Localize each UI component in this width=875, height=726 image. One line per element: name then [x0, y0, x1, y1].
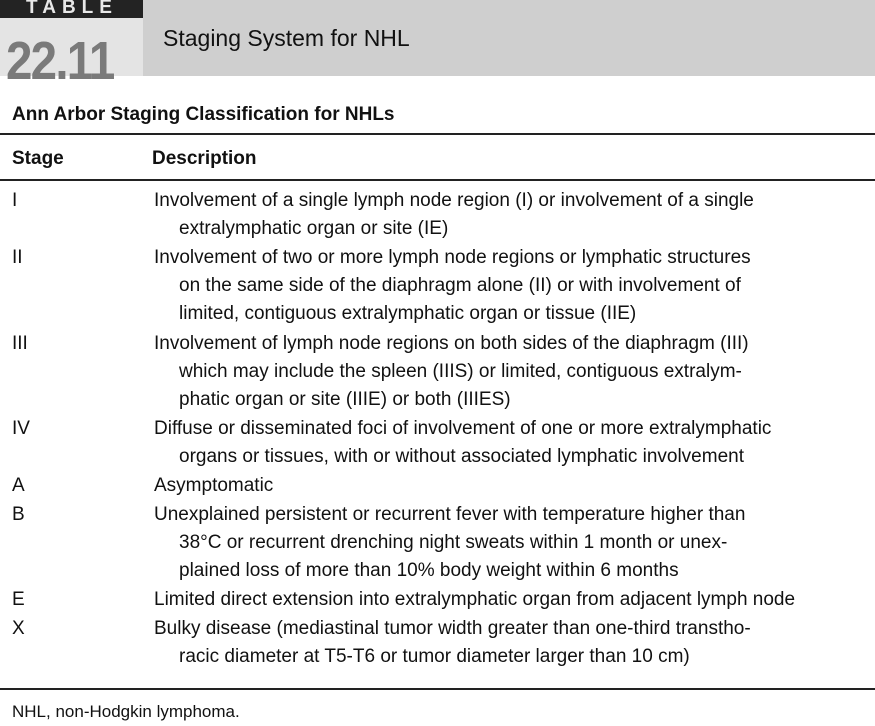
description-line: organs or tissues, with or without associated lymphatic involvement: [179, 446, 744, 467]
description-cell: [154, 415, 866, 471]
table-number-box: [0, 18, 143, 91]
stage-cell: I: [12, 190, 18, 211]
description-cell: [154, 472, 866, 500]
description-line: Asymptomatic: [154, 475, 274, 496]
stage-cell: IV: [12, 418, 30, 439]
description-cell: [154, 244, 866, 328]
description-cell: [154, 501, 866, 585]
description-line: Involvement of lymph node regions on both sides of the diaphragm (III): [154, 332, 749, 354]
description-cell: [154, 586, 866, 614]
page-title: Staging System for NHL: [163, 25, 410, 51]
table-number: 22.11: [6, 31, 114, 91]
description-line: Bulky disease (mediastinal tumor width greater than one-third transtho-: [154, 617, 751, 639]
stage-cell: E: [12, 589, 25, 610]
footnote: NHL, non-Hodgkin lymphoma.: [12, 702, 240, 721]
description-line: limited, contiguous extralymphatic organ or tissue (IIE): [179, 303, 637, 324]
stage-cell: A: [12, 475, 25, 496]
description-cell: [154, 330, 866, 414]
stage-cell: II: [12, 247, 23, 268]
stage-cell: III: [12, 332, 28, 354]
stage-cell: B: [12, 503, 25, 525]
table-header: [0, 0, 875, 91]
description-cell: [154, 615, 866, 671]
column-header-stage: Stage: [12, 148, 64, 169]
description-line: plained loss of more than 10% body weight within 6 months: [179, 559, 679, 581]
description-cell: [154, 187, 866, 243]
description-line: extralymphatic organ or site (IE): [179, 218, 449, 239]
column-header-description: Description: [152, 148, 257, 169]
description-line: phatic organ or site (IIIE) or both (IIIES): [179, 388, 511, 410]
rule-top: [0, 133, 875, 135]
description-line: Diffuse or disseminated foci of involvement of one or more extralymphatic: [154, 418, 772, 439]
description-line: Involvement of two or more lymph node regions or lymphatic structures: [154, 247, 751, 268]
rule-bottom: [0, 688, 875, 690]
description-line: on the same side of the diaphragm alone (II) or with involvement of: [179, 275, 741, 296]
description-line: 38°C or recurrent drenching night sweats within 1 month or unex-: [179, 531, 728, 553]
description-line: which may include the spleen (IIIS) or limited, contiguous extralym-: [179, 360, 742, 382]
stage-cell: X: [12, 617, 25, 639]
rule-header: [0, 179, 875, 181]
description-line: Involvement of a single lymph node region (I) or involvement of a single: [154, 190, 754, 211]
description-line: racic diameter at T5-T6 or tumor diameter larger than 10 cm): [179, 645, 690, 667]
description-line: Limited direct extension into extralymphatic organ from adjacent lymph node: [154, 589, 796, 610]
table-subheading: Ann Arbor Staging Classification for NHLs: [12, 104, 395, 125]
table-word: TABLE: [26, 0, 118, 18]
description-line: Unexplained persistent or recurrent fever with temperature higher than: [154, 503, 746, 525]
